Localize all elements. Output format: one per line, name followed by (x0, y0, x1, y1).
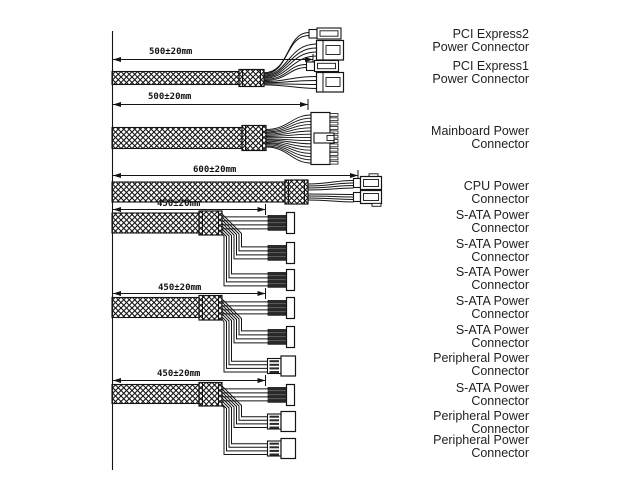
braided-sleeve (112, 128, 242, 149)
cable-tie (239, 70, 264, 87)
mainboard-cable-assembly (112, 99, 338, 165)
sata-connector (268, 327, 295, 348)
connector-label-pcie1: PCI Express1 Power Connector (432, 59, 529, 87)
connector-label-pcie2: PCI Express2 Power Connector (432, 27, 529, 55)
sata-cable-2-assembly (112, 288, 296, 376)
pcie-cable-assembly (112, 28, 344, 92)
cable-tie (242, 126, 266, 151)
cpu-cable-assembly (112, 170, 382, 206)
connector-label-sata-4: S-ATA Power Connector (455, 294, 529, 322)
cpu-4pin-connector-bottom (354, 191, 382, 207)
wire-routing (222, 299, 268, 372)
sata-connector (268, 213, 295, 234)
sata-connector (268, 385, 295, 406)
peripheral-connector (268, 439, 296, 459)
dimension-label-sata3: 450±20mm (157, 369, 201, 379)
sata-connector (268, 270, 295, 291)
dimension-label-sata2: 450±20mm (158, 283, 202, 293)
sata-cable-1-assembly (112, 204, 295, 291)
cable-tie (285, 180, 308, 204)
mainboard-24pin-connector (311, 113, 338, 165)
wire-routing (222, 214, 268, 286)
dimension-label-mainboard: 500±20mm (148, 92, 192, 102)
sata-connector (268, 243, 295, 264)
dimension-line-mainboard (113, 99, 308, 110)
cable-tie (199, 383, 222, 407)
dimension-line-pcie (113, 54, 313, 65)
braided-sleeve (112, 213, 199, 233)
braided-sleeve (112, 298, 199, 318)
dimension-label-pcie: 500±20mm (149, 47, 193, 57)
connector-label-sata-1: S-ATA Power Connector (455, 208, 529, 236)
connector-label-peripheral-2: Peripheral Power Connector (433, 409, 529, 437)
braided-sleeve (112, 72, 239, 85)
connector-label-sata-2: S-ATA Power Connector (455, 237, 529, 265)
sata-connector (268, 298, 295, 319)
sata-cable-3-assembly (112, 375, 296, 459)
braided-sleeve (112, 385, 199, 404)
connector-label-sata-5: S-ATA Power Connector (455, 323, 529, 351)
cable-tie (199, 296, 222, 321)
peripheral-connector (268, 356, 296, 376)
dimension-label-sata1: 450±20mm (157, 199, 201, 209)
cable-tie (199, 211, 222, 235)
dimension-label-cpu: 600±20mm (193, 165, 237, 175)
wire-fan (266, 115, 311, 163)
connector-label-cpu: CPU Power Connector (463, 179, 529, 207)
connector-label-peripheral-1: Peripheral Power Connector (433, 351, 529, 379)
peripheral-connector (268, 412, 296, 432)
wire-fan (308, 181, 354, 203)
connector-label-sata-6: S-ATA Power Connector (455, 381, 529, 409)
wire-routing (222, 386, 268, 455)
connector-label-sata-3: S-ATA Power Connector (455, 265, 529, 293)
connector-label-peripheral-3: Peripheral Power Connector (433, 433, 529, 461)
connector-label-mainboard: Mainboard Power Connector (431, 124, 529, 152)
